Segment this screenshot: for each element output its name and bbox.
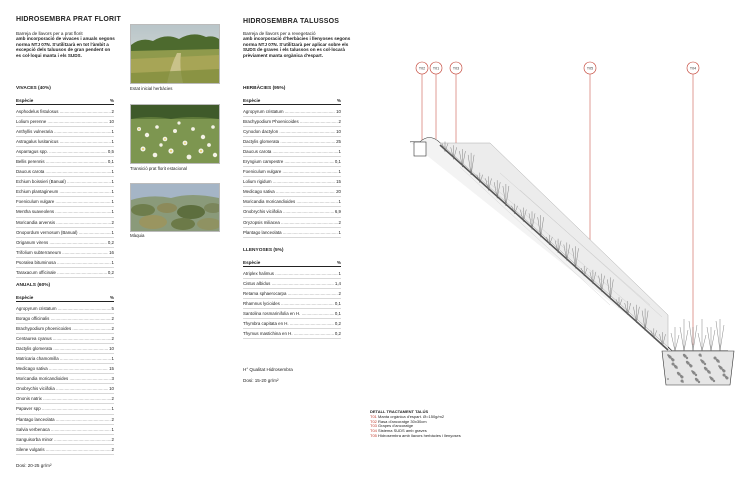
species-name: Rhamnus lycioides ..... — [243, 301, 334, 306]
right-intro-bold: amb incorporació d'herbàcies i llenyoses segons norma NTJ 07N. S'utilitzarà per aplicar sobre els SUDS de graves i els talussos on es col·locarà prèviament manta orgànica d'espart. — [243, 36, 351, 58]
col-species: Espècie — [243, 260, 261, 265]
table-row — [16, 404, 114, 414]
left-intro-plain: Barreja de llavors per a prat florit — [16, 31, 83, 36]
species-pct: 2 — [111, 446, 114, 452]
species-name: Daucus carota ..... — [243, 149, 338, 154]
table-row — [243, 289, 341, 299]
table-row — [16, 258, 114, 268]
col-species: Espècie — [16, 98, 34, 103]
species-name: Bellis perennis ..... — [16, 159, 107, 164]
species-name: Atriplex halimus ..... — [243, 271, 338, 276]
table-row — [243, 299, 341, 309]
species-pct: 1 — [338, 229, 341, 235]
legend-code: T03 — [370, 423, 377, 429]
species-pct: 0,1 — [334, 300, 341, 306]
table-row — [16, 197, 114, 207]
species-pct: 1 — [338, 199, 341, 205]
species-pct: 1 — [111, 406, 114, 412]
species-pct: 20 — [336, 189, 341, 195]
species-name: Plantago lanceolata ..... — [243, 230, 338, 235]
species-pct: 2 — [111, 396, 114, 402]
species-name: Echium boissieri (Banual) ..... — [16, 179, 111, 184]
erosion-mat — [440, 145, 668, 350]
species-pct: 10 — [336, 108, 341, 114]
table-row — [16, 374, 114, 384]
species-name: Brachypodium Phoenicoides ..... — [243, 119, 338, 124]
table-row — [16, 304, 114, 314]
llenyoses-table-header — [243, 260, 341, 267]
species-pct: 0,1 — [107, 159, 114, 165]
right-intro-plain: Barreja de llavors per a revegetació — [243, 31, 316, 36]
table-row — [16, 167, 114, 177]
table-row — [243, 329, 341, 339]
species-pct: 0,1 — [334, 310, 341, 316]
legend-text: Hidrosembra amb llavors herbàcies i llenyoses — [378, 432, 461, 438]
species-name: Echium plantagineum ..... — [16, 189, 111, 194]
col-pct: % — [109, 295, 114, 300]
species-pct: 0,5 — [107, 148, 114, 154]
col-pct: % — [336, 260, 341, 265]
species-name: Thymbra capitata en H. ..... — [243, 321, 334, 326]
slope-fill-layer — [440, 143, 668, 347]
table-row — [16, 137, 114, 147]
table-row — [243, 269, 341, 279]
species-pct: 1 — [111, 138, 114, 144]
table-row — [243, 207, 341, 217]
species-name: Agropyrum cristatum ..... — [16, 306, 111, 311]
species-name: Onopordum vernosum (Banual) ..... — [16, 230, 111, 235]
llenyoses-table — [243, 260, 341, 339]
species-pct: 1 — [111, 229, 114, 235]
species-pct: 2 — [338, 118, 341, 124]
species-name: Matricaria chamomilla ..... — [16, 356, 111, 361]
species-name: Medicago sativa ..... — [243, 189, 335, 194]
species-name: Borago officinalis ..... — [16, 316, 111, 321]
species-name: Lolium rigidum ..... — [243, 179, 335, 184]
table-row — [243, 177, 341, 187]
anuals-table-header — [16, 295, 114, 302]
herbacies-table — [243, 98, 341, 238]
species-pct: 1,4 — [334, 280, 341, 286]
legend-items — [370, 415, 461, 439]
species-pct: 0,2 — [107, 270, 114, 276]
species-pct: 10 — [336, 128, 341, 134]
species-name: Silene vulgaris ..... — [16, 447, 111, 452]
species-pct: 15 — [109, 366, 114, 372]
species-pct: 6,9 — [334, 209, 341, 215]
species-pct: 2 — [111, 325, 114, 331]
species-name: Dactylis glomerata ..... — [243, 139, 335, 144]
species-pct: 15 — [336, 179, 341, 185]
species-name: Moricandia moricandioides ..... — [16, 376, 111, 381]
legend-code: T02 — [370, 418, 377, 424]
species-pct: 1 — [111, 259, 114, 265]
species-name: Cistus albidus ..... — [243, 281, 334, 286]
table-row — [16, 324, 114, 334]
species-name: Centaurea cyanus ..... — [16, 336, 111, 341]
table-row — [16, 228, 114, 238]
species-pct: 0,2 — [334, 321, 341, 327]
table-row — [243, 157, 341, 167]
right-intro — [243, 31, 353, 58]
species-pct: 10 — [109, 386, 114, 392]
species-name: Lolium perenne ..... — [16, 119, 108, 124]
species-name: Origanum virens ..... — [16, 240, 107, 245]
table-row — [16, 314, 114, 324]
llenyoses-heading: LLENYOSES (5%) — [243, 248, 284, 253]
left-dose: Dosi: 20-25 gr/m² — [16, 463, 52, 468]
marker-label: T03 — [452, 66, 460, 71]
species-name: Eryngium campestre ..... — [243, 159, 334, 164]
species-name: Onobrychis viciifolia ..... — [243, 209, 334, 214]
table-row — [16, 364, 114, 374]
section-markers — [416, 62, 699, 345]
species-pct: 2 — [338, 290, 341, 296]
species-pct: 0,2 — [334, 331, 341, 337]
legend-code: T04 — [370, 428, 377, 434]
table-row — [243, 107, 341, 117]
species-name: Moricandia moricandioides ..... — [243, 199, 338, 204]
table-row — [243, 137, 341, 147]
table-row — [16, 107, 114, 117]
table-row — [243, 117, 341, 127]
vivaces-table — [16, 98, 114, 278]
species-pct: 1 — [338, 148, 341, 154]
col-pct: % — [336, 98, 341, 103]
marker-label: T02 — [418, 66, 426, 71]
llenyoses-rows — [243, 269, 341, 340]
table-row — [243, 279, 341, 289]
anuals-table — [16, 295, 114, 455]
table-row — [16, 218, 114, 228]
species-pct: 0,1 — [334, 159, 341, 165]
table-row — [243, 319, 341, 329]
species-name: Foeniculum vulgare ..... — [243, 169, 338, 174]
left-intro — [16, 31, 116, 58]
left-intro-bold: amb incorporació de vivaces i anuals segons norma NTJ 07N. S'utilitzarà en tot l'àmbit a excepció dels taluusos de gran pendent on es col·loqui manta i els SUDS. — [16, 36, 115, 58]
species-pct: 2 — [111, 335, 114, 341]
table-row — [243, 197, 341, 207]
species-pct: 2 — [111, 315, 114, 321]
table-row — [16, 147, 114, 157]
species-name: Taraxacum officinale ..... — [16, 270, 107, 275]
species-pct: 2 — [111, 219, 114, 225]
col-species: Espècie — [243, 98, 261, 103]
table-row — [243, 228, 341, 238]
species-name: Santolina rosmarinifolia en H. ..... — [243, 311, 334, 316]
photo-flower-meadow — [130, 104, 220, 164]
legend-text: Grapes d'ancoratge — [378, 423, 414, 429]
table-row — [243, 187, 341, 197]
marker-label: T04 — [689, 66, 697, 71]
species-name: Ononis natrix ..... — [16, 396, 111, 401]
legend-text: Manta orgànica d'espart. Ø=150g/m2 — [378, 413, 445, 419]
species-name: Trifolium subterraneum ..... — [16, 250, 108, 255]
species-name: Salvia verbenaca ..... — [16, 427, 111, 432]
legend-text: Rasa d'ancoratge 30x30cm — [378, 418, 427, 424]
table-row — [16, 415, 114, 425]
vivaces-heading: VIVACES (40%) — [16, 86, 51, 91]
legend-code: T01 — [370, 413, 377, 419]
section-legend — [370, 410, 461, 439]
species-pct: 1 — [111, 356, 114, 362]
species-name: Psoralea bituminosa ..... — [16, 260, 111, 265]
legend-text: Sistema SUDS amb graves — [378, 428, 427, 434]
species-pct: 1 — [111, 199, 114, 205]
species-pct: 1 — [111, 426, 114, 432]
photo-caption-1: Estat inicial herbàcies — [130, 86, 173, 91]
table-row — [16, 384, 114, 394]
left-title: HIDROSEMBRA PRAT FLORIT — [16, 16, 121, 23]
species-pct: 5 — [111, 305, 114, 311]
species-pct: 2 — [111, 416, 114, 422]
species-name: Papaver spp ..... — [16, 406, 111, 411]
species-name: Asphodelus fistulosus ..... — [16, 109, 111, 114]
table-row — [16, 177, 114, 187]
species-name: Brachypodium phoenicoides ..... — [16, 326, 111, 331]
species-name: Oryzopsis miliacea ..... — [243, 220, 338, 225]
table-row — [16, 435, 114, 445]
anchor-trench — [414, 142, 426, 156]
species-name: Anthyllis vulneraria ..... — [16, 129, 111, 134]
species-name: Astragalus lusitanicus ..... — [16, 139, 111, 144]
table-row — [16, 354, 114, 364]
species-name: Daucus carota ..... — [16, 169, 111, 174]
species-name: Retama sphaerocarpa ..... — [243, 291, 338, 296]
species-name: Dactylis glomerata ..... — [16, 346, 108, 351]
col-species: Espècie — [16, 295, 34, 300]
marker-label: T01 — [432, 66, 440, 71]
marker-label: T05 — [586, 66, 594, 71]
herbacies-heading: HERBÀCIES (95%) — [243, 86, 286, 91]
species-pct: 3 — [111, 376, 114, 382]
species-name: Plantago lanceolata ..... — [16, 417, 111, 422]
legend-code: T05 — [370, 432, 377, 438]
vivaces-rows — [16, 107, 114, 279]
species-name: Mentha suaveolens ..... — [16, 209, 111, 214]
legend-title: DETALL TRACTAMENT TALÚS — [370, 409, 429, 414]
species-name: Agropyrum cristatum ..... — [243, 109, 335, 114]
table-row — [243, 309, 341, 319]
species-pct: 10 — [109, 345, 114, 351]
photo-caption-3: Màquia — [130, 233, 145, 238]
species-pct: 2 — [111, 108, 114, 114]
species-pct: 1 — [338, 270, 341, 276]
species-pct: 1 — [338, 169, 341, 175]
slope-section-drawing — [400, 55, 745, 395]
table-row — [243, 218, 341, 228]
table-row — [243, 147, 341, 157]
table-row — [16, 334, 114, 344]
table-row — [16, 248, 114, 258]
photo-initial-herbs — [130, 24, 220, 84]
species-name: Thymus mastichina en H. ..... — [243, 331, 334, 336]
table-row — [16, 344, 114, 354]
quality-note: H° Qualitat Hidrosembra — [243, 367, 293, 372]
table-row — [243, 167, 341, 177]
table-row — [16, 187, 114, 197]
species-pct: 1 — [111, 209, 114, 215]
species-name: Sanguisorba minor ..... — [16, 437, 111, 442]
species-pct: 1 — [111, 169, 114, 175]
right-title: HIDROSEMBRA TALUSSOS — [243, 18, 340, 25]
species-pct: 10 — [109, 118, 114, 124]
species-name: Asparragus spp. ..... — [16, 149, 107, 154]
vivaces-table-header — [16, 98, 114, 105]
species-pct: 1 — [111, 179, 114, 185]
anuals-heading: ANUALS (60%) — [16, 283, 51, 288]
species-name: Onobrychis viciifolia ..... — [16, 386, 108, 391]
table-row — [16, 127, 114, 137]
herbacies-rows — [243, 107, 341, 238]
table-row — [16, 207, 114, 217]
species-pct: 25 — [336, 138, 341, 144]
table-row — [16, 238, 114, 248]
table-row — [16, 117, 114, 127]
species-pct: 2 — [111, 436, 114, 442]
species-name: Moricandia arvensis ..... — [16, 220, 111, 225]
table-row — [16, 445, 114, 455]
species-pct: 0,2 — [107, 239, 114, 245]
table-row — [16, 157, 114, 167]
species-name: Cynodon dactylon ..... — [243, 129, 335, 134]
species-pct: 1 — [111, 189, 114, 195]
right-dose: Dosi: 15-20 gr/m² — [243, 378, 279, 383]
col-pct: % — [109, 98, 114, 103]
species-name: Medicago sativa ..... — [16, 366, 108, 371]
species-pct: 2 — [338, 219, 341, 225]
photo-maquia — [130, 183, 220, 232]
species-name: Foeniculum vulgare ..... — [16, 199, 111, 204]
species-pct: 16 — [109, 249, 114, 255]
anuals-rows — [16, 304, 114, 455]
legend-item — [370, 434, 461, 439]
table-row — [16, 394, 114, 404]
table-row — [16, 425, 114, 435]
table-row — [16, 268, 114, 278]
species-pct: 1 — [111, 128, 114, 134]
herbacies-table-header — [243, 98, 341, 105]
table-row — [243, 127, 341, 137]
photo-caption-2: Transició prat florit estacional — [130, 166, 187, 171]
